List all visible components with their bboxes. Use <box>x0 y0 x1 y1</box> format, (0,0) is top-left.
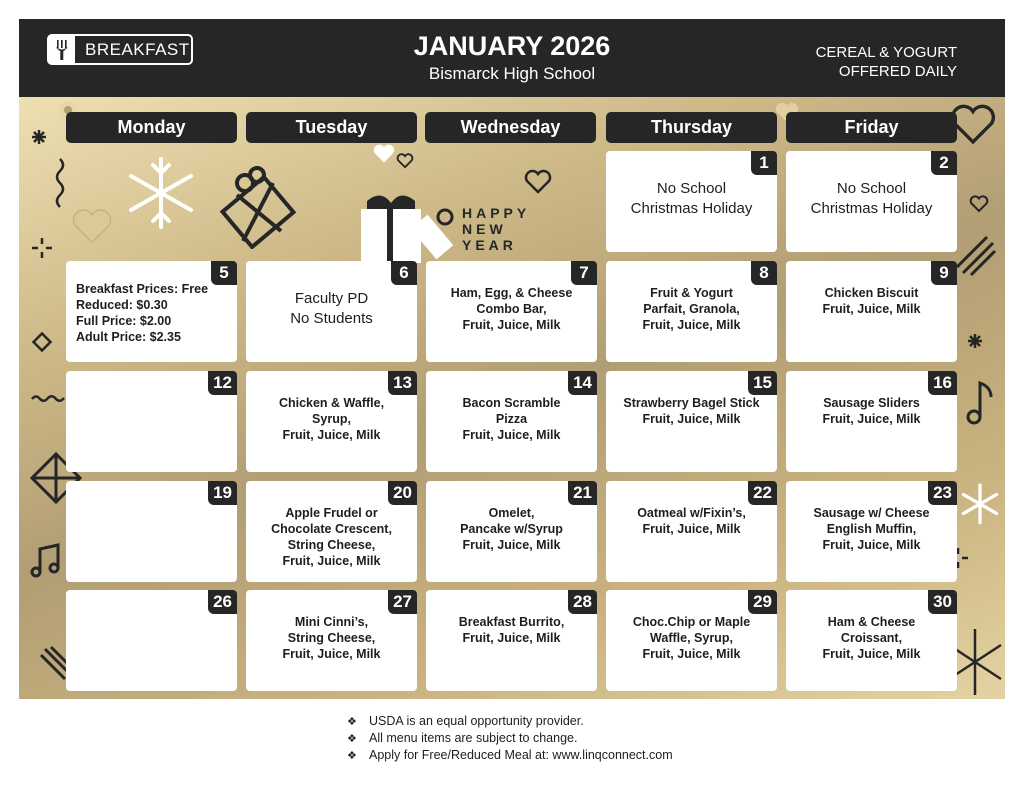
menu-text <box>612 179 771 219</box>
diamond-bullet-icon: ❖ <box>347 750 357 762</box>
day-number: 16 <box>928 371 957 395</box>
day-header-monday: Monday <box>66 112 237 143</box>
menu-line: Strawberry Bagel Stick <box>623 396 760 410</box>
squiggle-icon <box>53 157 67 211</box>
day-cell <box>66 590 237 691</box>
daily-note-line1: CEREAL & YOGURT <box>815 44 957 61</box>
menu-text <box>612 505 771 537</box>
day-cell <box>606 151 777 252</box>
menu-line: Omelet, <box>488 506 535 520</box>
footer-notes <box>347 713 673 764</box>
menu-line: Full Price: $2.00 <box>76 314 172 328</box>
day-cell <box>606 261 777 362</box>
menu-text <box>432 505 591 553</box>
menu-line: Sausage w/ Cheese <box>813 506 930 520</box>
menu-line: Fruit, Juice, Milk <box>822 647 921 661</box>
menu-text <box>432 395 591 443</box>
diamond-bullet-icon: ❖ <box>347 716 357 728</box>
menu-text <box>252 614 411 662</box>
menu-line: Pancake w/Syrup <box>460 522 563 536</box>
greeting-line3: YEAR <box>462 237 517 253</box>
menu-line: Choc.Chip or Maple <box>632 615 751 629</box>
sparkle-icon <box>31 237 53 259</box>
menu-line: Croissant, <box>840 631 903 645</box>
menu-line: Oatmeal w/Fixin’s, <box>637 506 746 520</box>
gift-box-icon <box>359 187 469 267</box>
diamond-bullet-icon: ❖ <box>347 733 357 745</box>
day-number: 15 <box>748 371 777 395</box>
menu-line: Breakfast Burrito, <box>458 615 565 629</box>
day-cell <box>426 590 597 691</box>
gold-heart-icon <box>69 207 115 247</box>
menu-line: Syrup, <box>312 412 351 426</box>
day-number: 28 <box>568 590 597 614</box>
day-number: 27 <box>388 590 417 614</box>
star-icon <box>967 333 983 349</box>
day-cell <box>246 590 417 691</box>
day-number: 29 <box>748 590 777 614</box>
menu-text <box>792 614 951 662</box>
page-title: JANUARY 2026 <box>413 31 611 61</box>
day-cell <box>606 371 777 472</box>
menu-text <box>792 179 951 219</box>
brand-label: BREAKFAST <box>85 40 190 59</box>
day-cell <box>606 590 777 691</box>
footer-note <box>347 713 673 730</box>
day-number: 2 <box>931 151 957 175</box>
menu-line: Fruit, Juice, Milk <box>282 428 381 442</box>
day-number: 6 <box>391 261 417 285</box>
day-number: 14 <box>568 371 597 395</box>
stripe-circle-icon <box>953 233 997 277</box>
day-number: 12 <box>208 371 237 395</box>
footer-note-text: All menu items are subject to change. <box>369 731 578 745</box>
day-number: 21 <box>568 481 597 505</box>
day-cell <box>66 371 237 472</box>
menu-line: Breakfast Prices: Free <box>76 282 209 296</box>
menu-line: No Students <box>290 310 373 327</box>
header-bar <box>19 19 1005 97</box>
day-number: 30 <box>928 590 957 614</box>
day-cell <box>246 371 417 472</box>
menu-line: Fruit, Juice, Milk <box>822 302 921 316</box>
star-icon <box>31 129 47 145</box>
menu-line: Fruit & Yogurt <box>650 286 733 300</box>
menu-line: Apple Frudel or <box>285 506 378 520</box>
menu-text <box>432 285 591 333</box>
footer-note <box>347 747 673 764</box>
menu-page <box>19 19 1005 781</box>
heart-icon <box>372 143 396 165</box>
menu-line: Fruit, Juice, Milk <box>462 428 561 442</box>
day-cell <box>66 261 237 362</box>
day-number: 1 <box>751 151 777 175</box>
menu-line: Christmas Holiday <box>630 200 753 217</box>
day-cell <box>66 481 237 582</box>
menu-line: Parfait, Granola, <box>643 302 740 316</box>
day-cell <box>246 261 417 362</box>
menu-line: Fruit, Juice, Milk <box>642 412 741 426</box>
day-number: 5 <box>211 261 237 285</box>
heart-outline-icon <box>396 153 414 169</box>
school-name: Bismarck High School <box>428 64 596 83</box>
menu-line: Fruit, Juice, Milk <box>642 522 741 536</box>
menu-line: Waffle, Syrup, <box>650 631 733 645</box>
menu-line: Fruit, Juice, Milk <box>462 631 561 645</box>
day-number: 26 <box>208 590 237 614</box>
day-cell <box>426 371 597 472</box>
diamond-icon <box>31 331 53 353</box>
day-number: 7 <box>571 261 597 285</box>
menu-line: Fruit, Juice, Milk <box>462 538 561 552</box>
menu-text <box>792 505 951 553</box>
menu-text <box>612 395 771 427</box>
day-cell <box>786 261 957 362</box>
menu-line: No School <box>836 180 907 197</box>
greeting-line1: HAPPY <box>462 205 531 221</box>
day-cell <box>786 481 957 582</box>
menu-line: String Cheese, <box>287 631 376 645</box>
snowflake-icon <box>123 155 199 231</box>
menu-text <box>76 281 231 345</box>
footer-note <box>347 730 673 747</box>
wave-icon <box>31 393 65 403</box>
menu-line: Fruit, Juice, Milk <box>642 647 741 661</box>
menu-line: Fruit, Juice, Milk <box>822 412 921 426</box>
menu-line: Fruit, Juice, Milk <box>282 554 381 568</box>
menu-line: English Muffin, <box>826 522 917 536</box>
menu-line: Chicken & Waffle, <box>278 396 385 410</box>
day-number: 9 <box>931 261 957 285</box>
menu-line: Fruit, Juice, Milk <box>462 318 561 332</box>
music-note-icon <box>965 379 995 427</box>
menu-line: Fruit, Juice, Milk <box>642 318 741 332</box>
menu-line: Fruit, Juice, Milk <box>822 538 921 552</box>
menu-line: Faculty PD <box>294 290 369 307</box>
menu-line: Chicken Biscuit <box>824 286 919 300</box>
menu-text <box>252 289 411 329</box>
menu-line: Christmas Holiday <box>810 200 933 217</box>
menu-line: Mini Cinni’s, <box>294 615 369 629</box>
heart-outline-icon <box>524 169 552 195</box>
menu-line: String Cheese, <box>287 538 376 552</box>
menu-text <box>252 505 411 569</box>
day-number: 22 <box>748 481 777 505</box>
day-cell <box>426 261 597 362</box>
menu-line: Chocolate Crescent, <box>271 522 392 536</box>
day-cell <box>606 481 777 582</box>
menu-line: Combo Bar, <box>476 302 547 316</box>
menu-line: Adult Price: $2.35 <box>76 330 181 344</box>
happy-new-year <box>462 205 530 253</box>
menu-text <box>252 395 411 443</box>
daily-note <box>816 43 957 81</box>
menu-line: Sausage Sliders <box>823 396 920 410</box>
day-number: 8 <box>751 261 777 285</box>
menu-text <box>792 395 951 427</box>
footer-note-text: Apply for Free/Reduced Meal at: www.linqconnect.com <box>369 748 673 762</box>
day-header-friday: Friday <box>786 112 957 143</box>
menu-text <box>432 614 591 646</box>
day-header-wednesday: Wednesday <box>425 112 596 143</box>
day-cell <box>786 371 957 472</box>
menu-line: Pizza <box>495 412 528 426</box>
snowflake-icon <box>959 483 1001 525</box>
day-number: 13 <box>388 371 417 395</box>
footer <box>19 699 1005 781</box>
day-number: 19 <box>208 481 237 505</box>
day-cell <box>426 481 597 582</box>
day-header-tuesday: Tuesday <box>246 112 417 143</box>
menu-line: Reduced: $0.30 <box>76 298 168 312</box>
daily-note-line2: OFFERED DAILY <box>838 63 957 80</box>
menu-text <box>612 614 771 662</box>
day-cell <box>786 151 957 252</box>
day-cell <box>786 590 957 691</box>
heart-outline-icon <box>969 195 989 213</box>
menu-line: Fruit, Juice, Milk <box>282 647 381 661</box>
day-header-thursday: Thursday <box>606 112 777 143</box>
menu-line: Bacon Scramble <box>462 396 561 410</box>
menu-line: No School <box>656 180 727 197</box>
footer-note-text: USDA is an equal opportunity provider. <box>369 714 584 728</box>
menu-line: Ham, Egg, & Cheese <box>450 286 573 300</box>
menu-text <box>612 285 771 333</box>
gift-outline-icon <box>219 159 309 249</box>
menu-line: Ham & Cheese <box>827 615 916 629</box>
greeting-line2: NEW <box>462 221 507 237</box>
menu-text <box>792 285 951 317</box>
day-cell <box>246 481 417 582</box>
day-number: 20 <box>388 481 417 505</box>
day-number: 23 <box>928 481 957 505</box>
music-note-icon <box>29 543 63 579</box>
